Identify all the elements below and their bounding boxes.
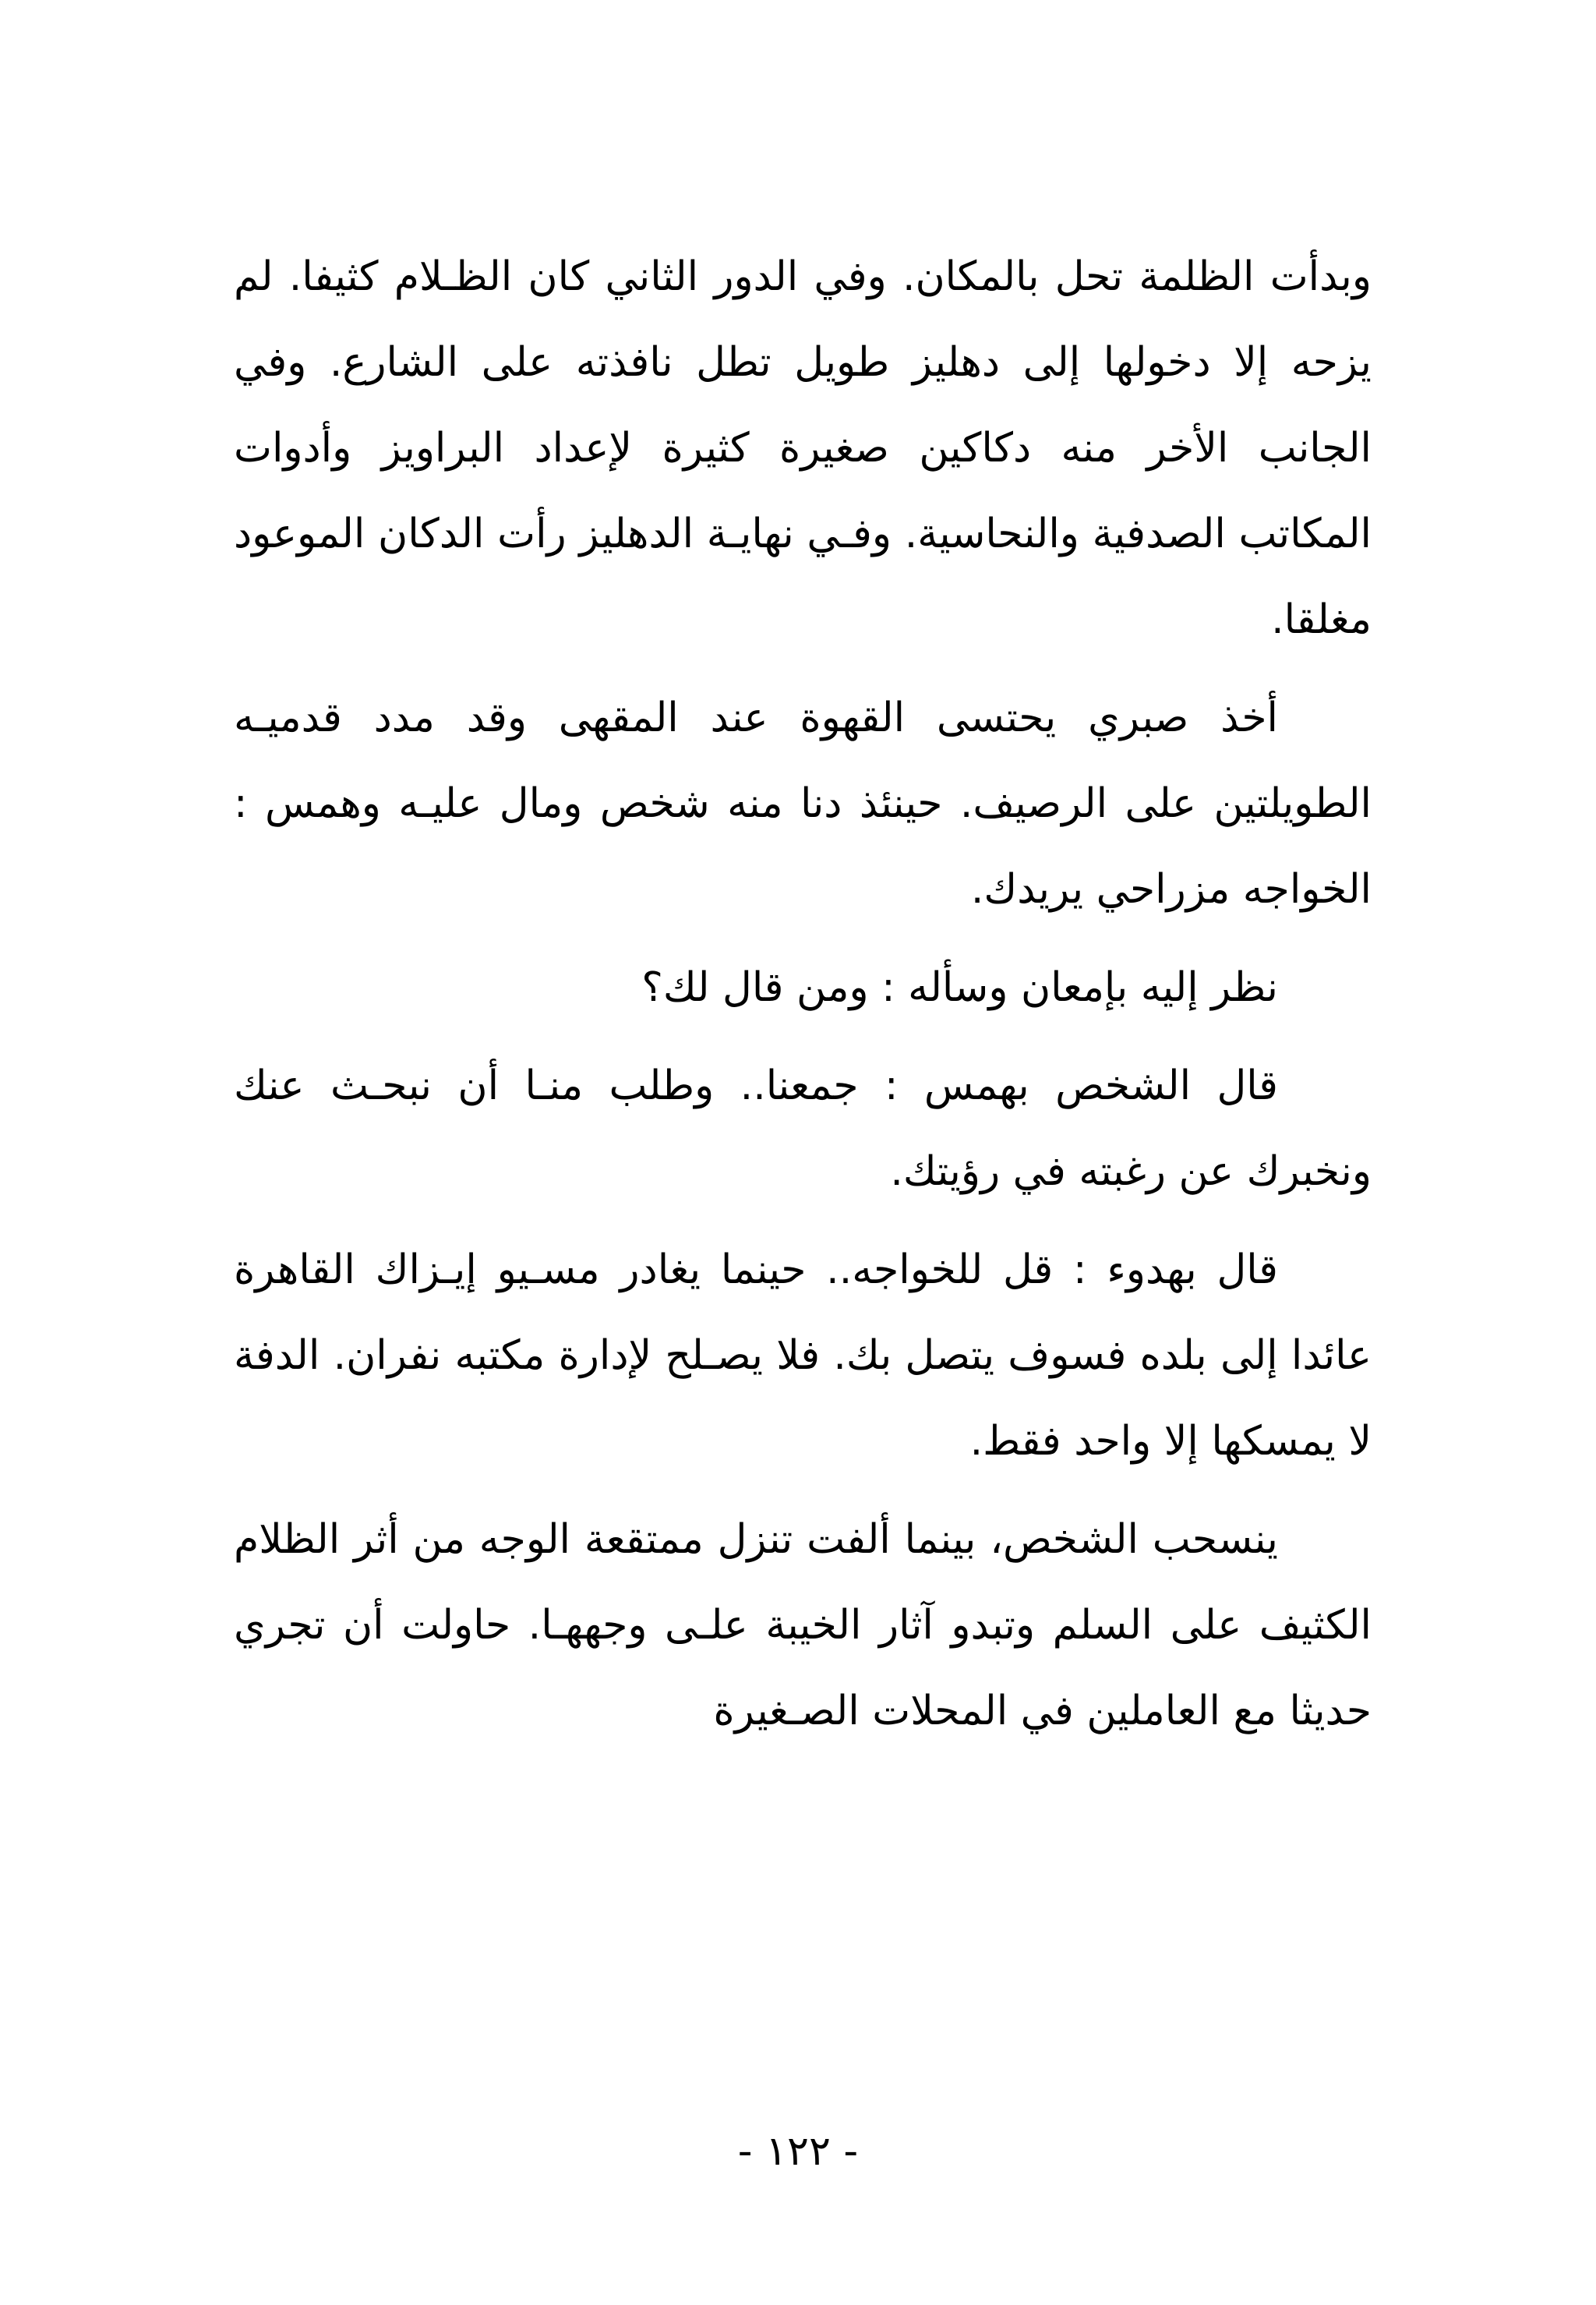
paragraph-2: أخذ صبري يحتسى القهوة عند المقهى وقد مدد قدميـه الطويلتين على الرصيف. حينئذ دنا منه شخص ومال عليـه وهمس : الخواجه مزراحي يريدك. <box>234 695 1372 913</box>
paragraph-4: قال الشخص بهمس : جمعنا.. وطلب منـا أن نبحـث عنك ونخبرك عن رغبته في رؤيتك. <box>234 1062 1372 1195</box>
body-text <box>234 234 1372 1766</box>
paragraph-3: نظر إليه بإمعان وسأله : ومن قال لك؟ <box>641 964 1278 1011</box>
paragraph-6: ينسحب الشخص، بينما ألفت تنزل ممتقعة الوجه من أثر الظلام الكثيف على السلم وتبدو آثار الخيبة علـى وجههـا. حاولت أن تجري حديثا مع العاملين في المحلات الصـغيرة <box>234 1516 1372 1734</box>
paragraph-5: قال بهدوء : قل للخواجه.. حينما يغادر مسـيو إيـزاك القاهرة عائدا إلى بلده فسوف يتصل بك. فلا يصـلح لإدارة مكتبه نفران. الدفة لا يمسكها إلا واحد فقط. <box>234 1246 1372 1465</box>
paragraph-1: وبدأت الظلمة تحل بالمكان. وفي الدور الثاني كان الظـلام كثيفا. لم يزحه إلا دخولها إلى دهليز طويل تطل نافذته على الشارع. وفي الجانب الأخر منه دكاكين صغيرة كثيرة لإعداد البراويز وأدوات المكاتب الصدفية والنحاسية. وفـي نهايـة الدهليز رأت الدكان الموعود مغلقا. <box>234 253 1372 643</box>
page-number: - ١٢٢ - <box>737 2128 859 2175</box>
